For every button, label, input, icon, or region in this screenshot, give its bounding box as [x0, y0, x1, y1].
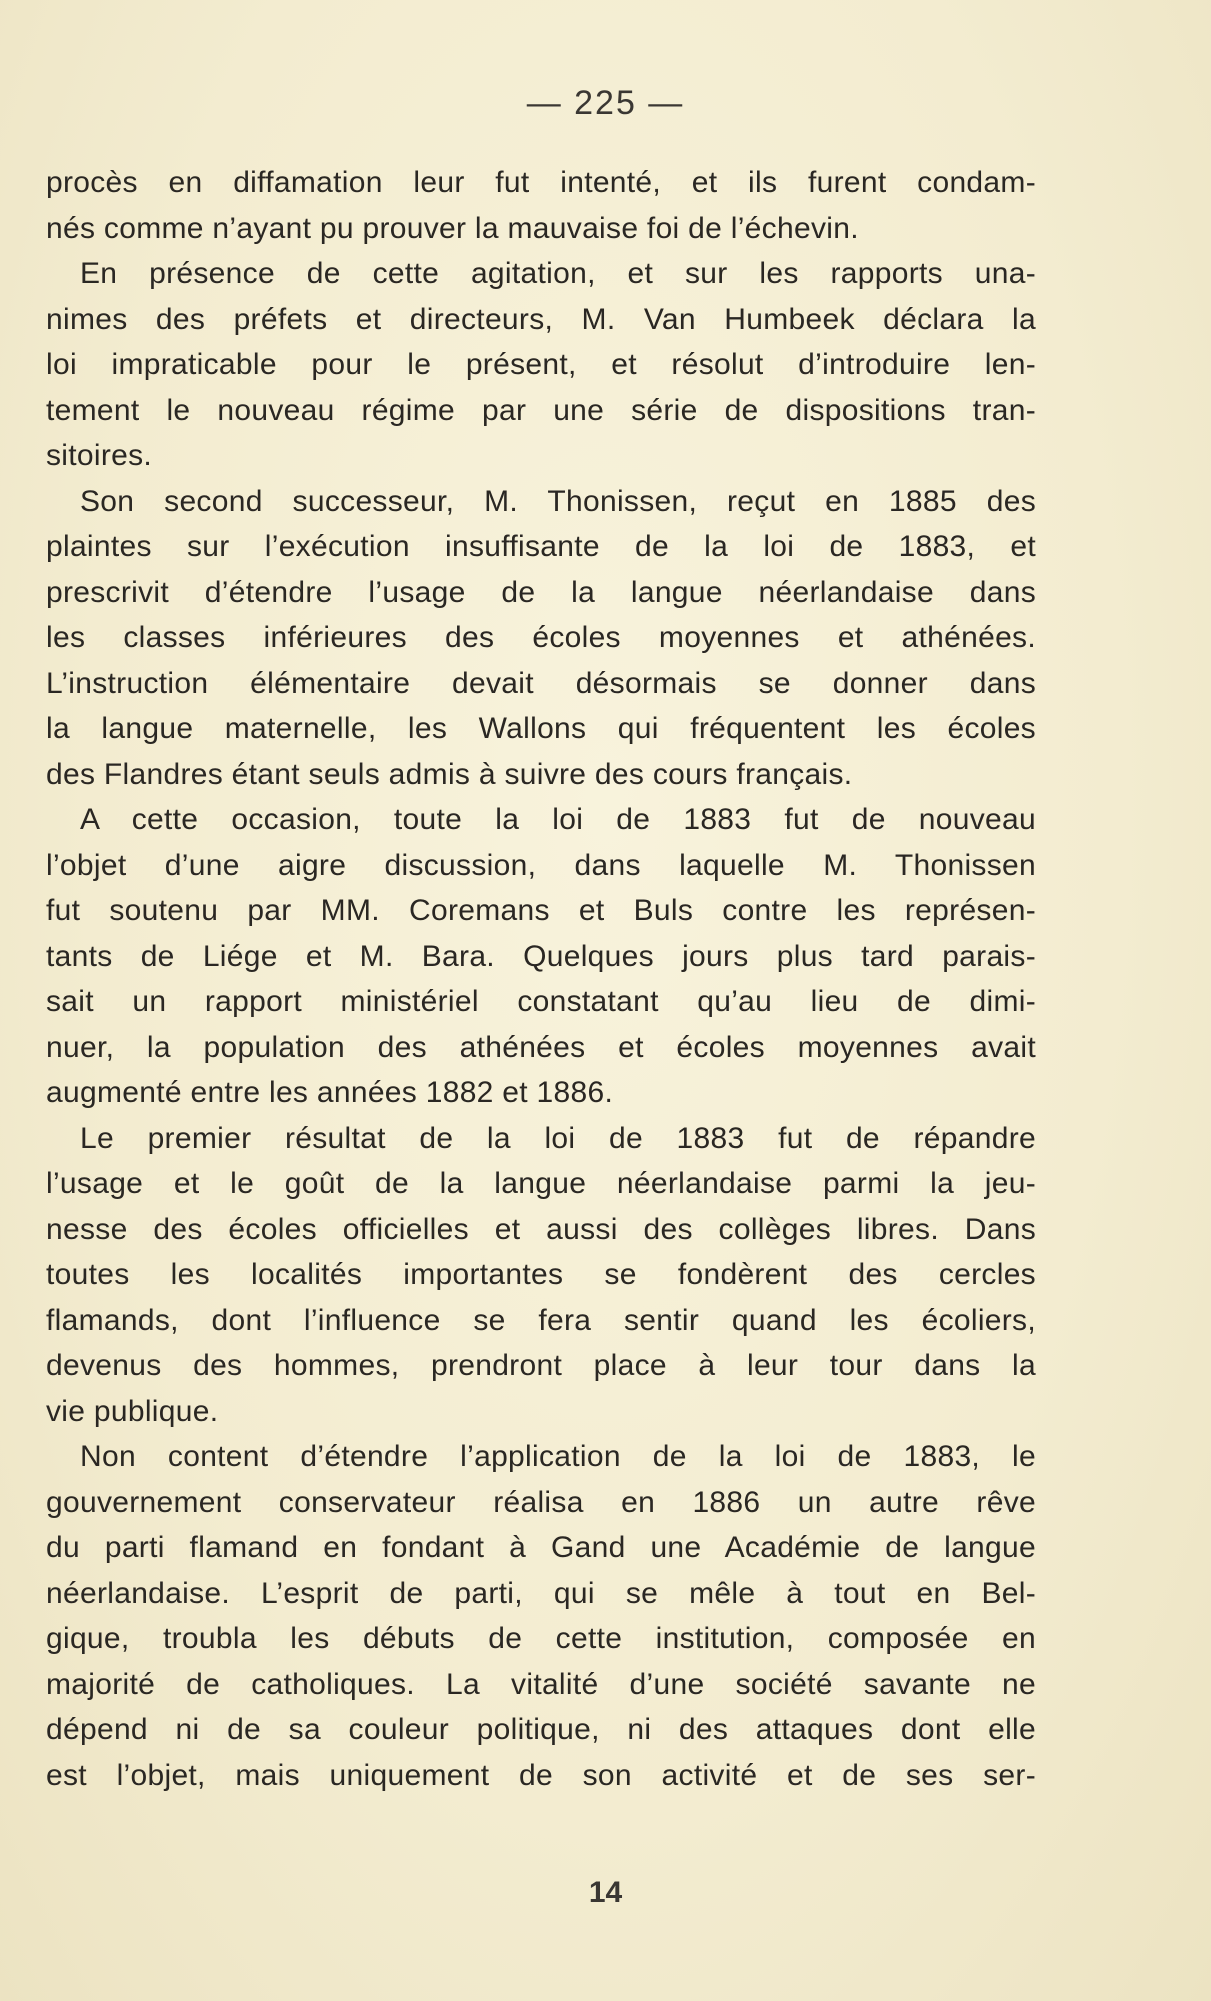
text-line: est l’objet, mais uniquement de son activité et de ses ser- — [46, 1758, 1036, 1792]
text-line: des Flandres étant seuls admis à suivre des cours français. — [46, 757, 853, 791]
text-line: Non content d’étendre l’application de la loi de 1883, le — [80, 1440, 1036, 1473]
text-line: Le premier résultat de la loi de 1883 fut de répandre — [80, 1121, 1036, 1155]
text-line: flamands, dont l’influence se fera sentir quand les écoliers, — [46, 1303, 1036, 1337]
text-line: prescrivit d’étendre l’usage de la langue néerlandaise dans — [46, 575, 1036, 609]
text-line: nuer, la population des athénées et écoles moyennes avait — [46, 1030, 1036, 1064]
text-line: augmenté entre les années 1882 et 1886. — [46, 1076, 614, 1109]
text-line: loi impraticable pour le présent, et résolut d’introduire len- — [46, 348, 1036, 381]
text-line: vie publique. — [46, 1394, 219, 1428]
text-line: nesse des écoles officielles et aussi des collèges libres. Dans — [46, 1212, 1036, 1246]
text-line: devenus des hommes, prendront place à leur tour dans la — [46, 1349, 1036, 1382]
text-line: sait un rapport ministériel constatant qu’au lieu de dimi- — [46, 985, 1036, 1018]
text-line: tement le nouveau régime par une série de dispositions tran- — [46, 393, 1036, 427]
signature-mark: 14 — [588, 1876, 623, 1909]
text-line: A cette occasion, toute la loi de 1883 fut de nouveau — [80, 803, 1036, 836]
text-line: En présence de cette agitation, et sur les rapports una- — [80, 257, 1036, 290]
text-line: gique, troubla les débuts de cette institution, composée en — [46, 1622, 1036, 1655]
text-line: nimes des préfets et directeurs, M. Van Humbeek déclara la — [46, 302, 1036, 336]
text-line: gouvernement conservateur réalisa en 1886 un autre rêve — [46, 1485, 1036, 1519]
text-line: Son second successeur, M. Thonissen, reçut en 1885 des — [80, 484, 1036, 518]
text-line: L’instruction élémentaire devait désormais se donner dans — [46, 666, 1036, 700]
text-line: du parti flamand en fondant à Gand une Académie de langue — [46, 1531, 1036, 1564]
text-line: tants de Liége et M. Bara. Quelques jours plus tard parais- — [46, 939, 1036, 973]
text-line: dépend ni de sa couleur politique, ni des attaques dont elle — [46, 1713, 1036, 1746]
text-line: toutes les localités importantes se fondèrent des cercles — [46, 1258, 1036, 1291]
text-line: plaintes sur l’exécution insuffisante de la loi de 1883, et — [46, 530, 1036, 563]
text-line: sitoires. — [46, 439, 153, 472]
page-number: — 225 — — [526, 84, 685, 122]
text-line: l’objet d’une aigre discussion, dans laquelle M. Thonissen — [46, 848, 1036, 882]
text-line: fut soutenu par MM. Coremans et Buls contre les représen- — [46, 894, 1036, 927]
text-line: nés comme n’ayant pu prouver la mauvaise foi de l’échevin. — [46, 211, 859, 245]
text-line: procès en diffamation leur fut intenté, et ils furent condam- — [46, 166, 1036, 199]
body-text — [46, 160, 1036, 1798]
text-line: néerlandaise. L’esprit de parti, qui se mêle à tout en Bel- — [46, 1576, 1036, 1610]
text-line: majorité de catholiques. La vitalité d’une société savante ne — [46, 1667, 1036, 1701]
text-line: la langue maternelle, les Wallons qui fréquentent les écoles — [46, 712, 1036, 745]
text-line: les classes inférieures des écoles moyennes et athénées. — [46, 621, 1036, 654]
text-line: l’usage et le goût de la langue néerlandaise parmi la jeu- — [46, 1167, 1036, 1200]
